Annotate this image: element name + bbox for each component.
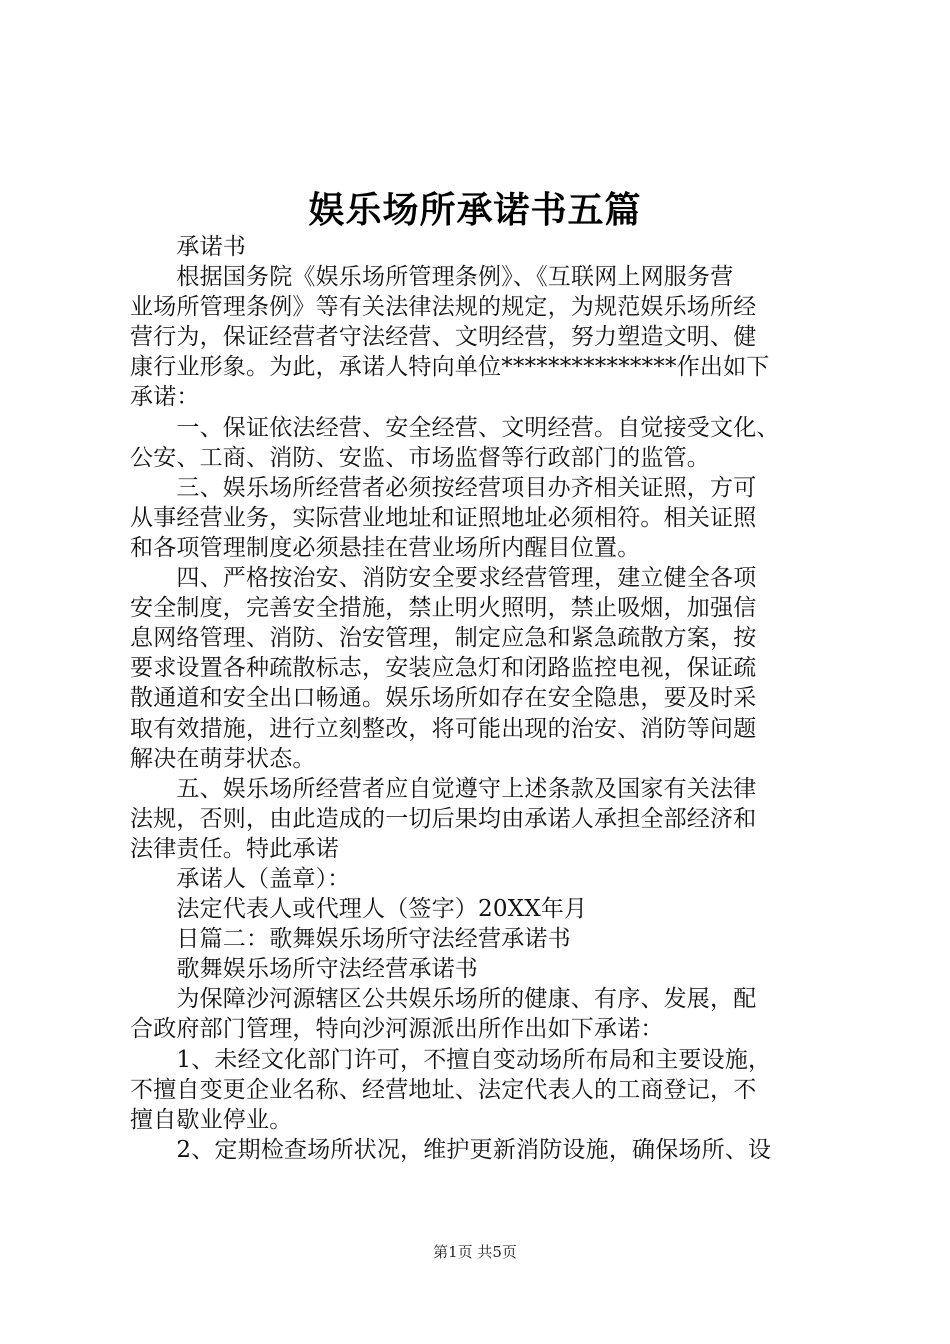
text-line: 合政府部门管理，特向沙河源派出所作出如下承诺： [130, 1016, 664, 1043]
text-line: 擅自歇业停业。 [130, 1106, 293, 1133]
text-line: 康行业形象。为此，承诺人特向单位***************作出如下 [130, 354, 770, 381]
text-line: 五、娱乐场所经营者应自觉遵守上述条款及国家有关法律 [130, 775, 757, 802]
text-line: 不擅自变更企业名称、经营地址、法定代表人的工商登记，不 [130, 1076, 757, 1103]
text-line: 承诺人（盖章）： [130, 865, 351, 892]
text-line: 取有效措施，进行立刻整改，将可能出现的治安、消防等问题 [130, 715, 757, 742]
text-line: 解决在萌芽状态。 [130, 745, 316, 772]
text-line: 业场所管理条例》等有关法律法规的规定，为规范娱乐场所经 [130, 294, 757, 321]
text-line: 营行为，保证经营者守法经营、文明经营，努力塑造文明、健 [130, 324, 757, 351]
text-line: 要求设置各种疏散标志，安装应急灯和闭路监控电视，保证疏 [130, 655, 757, 682]
text-line: 为保障沙河源辖区公共娱乐场所的健康、有序、发展，配 [130, 986, 757, 1013]
text-line: 歌舞娱乐场所守法经营承诺书 [130, 956, 478, 983]
text-line: 息网络管理、消防、治安管理，制定应急和紧急疏散方案，按 [130, 625, 757, 652]
document-title: 娱乐场所承诺书五篇 [308, 189, 642, 231]
text-line: 法律责任。特此承诺 [130, 835, 339, 862]
text-line: 散通道和安全出口畅通。娱乐场所如存在安全隐患，要及时采 [130, 685, 757, 712]
text-line: 根据国务院《娱乐场所管理条例》、《互联网上网服务营 [130, 264, 734, 291]
text-line: 1、未经文化部门许可，不擅自变动场所布局和主要设施， [130, 1046, 772, 1073]
page-footer: 第1页 共5页 [433, 1243, 517, 1261]
text-line: 安全制度，完善安全措施，禁止明火照明，禁止吸烟，加强信 [130, 595, 757, 622]
text-line: 承诺： [130, 384, 200, 411]
text-line: 日篇二：歌舞娱乐场所守法经营承诺书 [130, 926, 571, 953]
text-line: 承诺书 [130, 234, 246, 260]
text-line: 四、严格按治安、消防安全要求经营管理，建立健全各项 [130, 565, 757, 592]
text-line: 2、定期检查场所状况，维护更新消防设施，确保场所、设 [130, 1136, 772, 1163]
text-line: 和各项管理制度必须悬挂在营业场所内醒目位置。 [130, 534, 641, 561]
document-body [130, 232, 830, 1165]
text-line: 法定代表人或代理人（签字）20XX年月 [130, 896, 588, 923]
text-line: 公安、工商、消防、安监、市场监督等行政部门的监管。 [130, 444, 710, 471]
text-line: 从事经营业务，实际营业地址和证照地址必须相符。相关证照 [130, 504, 757, 531]
text-line: 法规，否则，由此造成的一切后果均由承诺人承担全部经济和 [130, 805, 757, 832]
text-line: 三、娱乐场所经营者必须按经营项目办齐相关证照，方可 [130, 474, 757, 501]
text-line: 一、保证依法经营、安全经营、文明经营。自觉接受文化、 [130, 414, 780, 441]
